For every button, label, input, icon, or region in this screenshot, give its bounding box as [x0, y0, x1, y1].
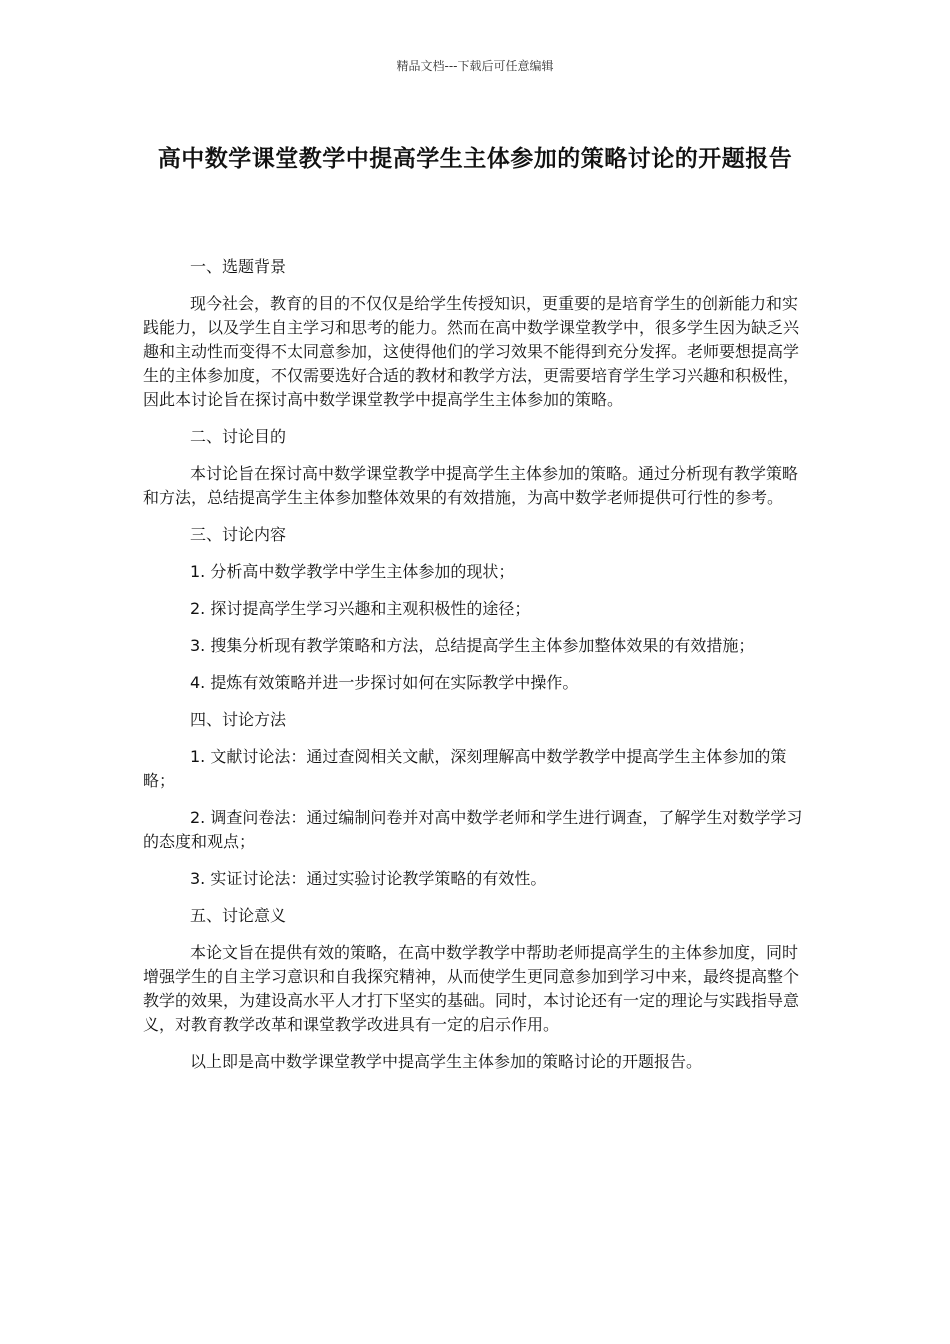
- list-item-content-4: 4. 提炼有效策略并进一步探讨如何在实际教学中操作。: [190, 673, 579, 692]
- list-item-method-2: 2. 调查问卷法：通过编制问卷并对高中数学老师和学生进行调查，了解学生对数学学习的态度和观点；: [143, 808, 803, 851]
- section-heading-content: 三、讨论内容: [190, 525, 287, 544]
- list-item-content-2: 2. 探讨提高学生学习兴趣和主观积极性的途径；: [190, 599, 531, 618]
- paragraph-significance: 本论文旨在提供有效的策略，在高中数学教学中帮助老师提高学生的主体参加度，同时增强学生的自主学习意识和自我探究精神，从而使学生更同意参加到学习中来，最终提高整个教学的效果，为建设高水平人才打下坚实的基础。同时，本讨论还有一定的理论与实践指导意义，对教育教学改革和课堂教学改进具有一定的启示作用。: [143, 943, 800, 1034]
- section-heading-background: 一、选题背景: [190, 257, 287, 276]
- paragraph-background: 现今社会，教育的目的不仅仅是给学生传授知识，更重要的是培育学生的创新能力和实践能力，以及学生自主学习和思考的能力。然而在高中数学课堂教学中，很多学生因为缺乏兴趣和主动性而变得不太同意参加，这使得他们的学习效果不能得到充分发挥。老师要想提高学生的主体参加度，不仅需要选好合适的教材和教学方法，更需要培育学生学习兴趣和积极性，因此本讨论旨在探讨高中数学课堂教学中提高学生主体参加的策略。: [143, 294, 800, 409]
- list-item-method-1: 1. 文献讨论法：通过查阅相关文献，深刻理解高中数学教学中提高学生主体参加的策略；: [143, 747, 787, 790]
- list-item-content-3: 3. 搜集分析现有教学策略和方法，总结提高学生主体参加整体效果的有效措施；: [190, 636, 755, 655]
- document-body: [143, 255, 811, 1087]
- list-item-method-3: 3. 实证讨论法：通过实验讨论教学策略的有效性。: [190, 869, 547, 888]
- paragraph-purpose: 本讨论旨在探讨高中数学课堂教学中提高学生主体参加的策略。通过分析现有教学策略和方法，总结提高学生主体参加整体效果的有效措施，为高中数学老师提供可行性的参考。: [143, 464, 799, 507]
- header-note: 精品文档---下载后可任意编辑: [396, 59, 554, 73]
- list-item-content-1: 1. 分析高中数学教学中学生主体参加的现状；: [190, 562, 515, 581]
- section-heading-methods: 四、讨论方法: [190, 710, 287, 729]
- document-title: 高中数学课堂教学中提高学生主体参加的策略讨论的开题报告: [157, 146, 793, 172]
- section-heading-purpose: 二、讨论目的: [190, 427, 287, 446]
- section-heading-significance: 五、讨论意义: [190, 906, 287, 925]
- paragraph-conclusion: 以上即是高中数学课堂教学中提高学生主体参加的策略讨论的开题报告。: [190, 1052, 703, 1071]
